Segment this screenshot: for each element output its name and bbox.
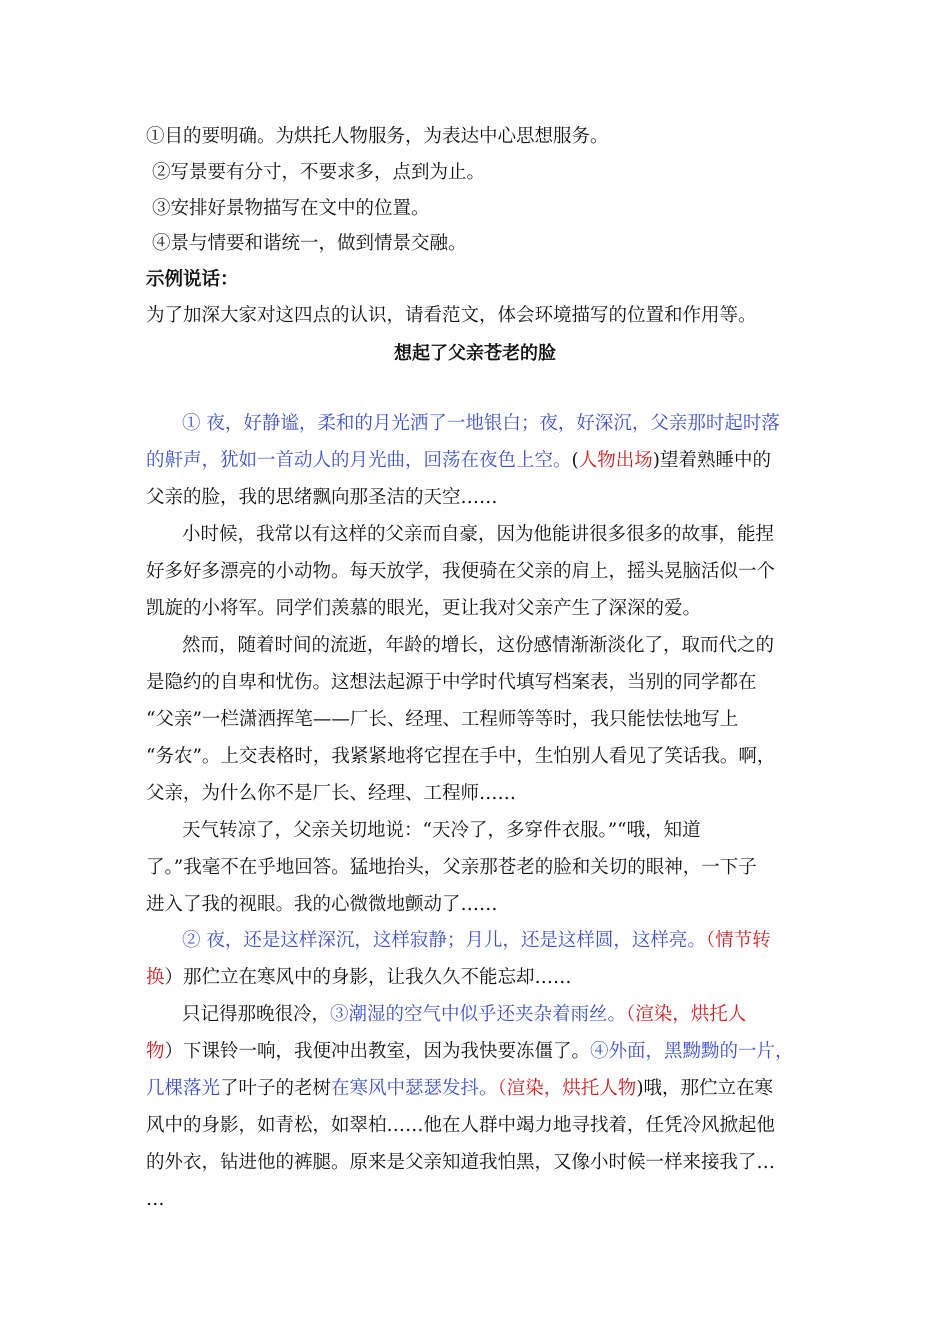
p6-l1-red: （渲染，烘托人	[626, 1004, 747, 1025]
p6-line-1	[182, 1003, 746, 1027]
p4-line-2: 了。”我毫不在乎地回答。猛地抬头，父亲那苍老的脸和关切的眼神，一下子	[146, 857, 757, 878]
p6-l3-red: （渲染，烘托人物	[497, 1078, 637, 1099]
p5-line-2	[146, 966, 572, 990]
p1-annotation: 人物出场	[578, 450, 653, 471]
p3-line-5: 父亲，为什么你不是厂长、经理、工程师……	[146, 783, 517, 804]
p6-l3-text-a: 了叶子的老树	[220, 1078, 332, 1099]
p5-annotation-b: 换	[146, 967, 165, 988]
essay-title: 想起了父亲苍老的脸	[394, 343, 556, 364]
point-1: ①目的要明确。为烘托人物服务，为表达中心思想服务。	[146, 126, 609, 147]
p6-l2-red: 物	[146, 1041, 165, 1062]
point-3: ③安排好景物描写在文中的位置。	[152, 198, 430, 219]
p4-line-3: 进入了我的视眼。我的心微微地颤动了……	[146, 894, 498, 915]
point-4: ④景与情要和谐统一，做到情景交融。	[152, 233, 467, 254]
p6-l3-blue-a: 几棵落光	[146, 1078, 221, 1099]
p1-line-3: 父亲的脸，我的思绪飘向那圣洁的天空……	[146, 487, 498, 508]
p6-l2-text: ）下课铃一响，我便冲出教室，因为我快要冻僵了。	[164, 1041, 591, 1062]
p6-l3-text-b: )哦，那伫立在寒	[636, 1078, 774, 1099]
p6-line-2	[146, 1040, 794, 1064]
p1-line-1: ① 夜，好静谧，柔和的月光洒了一地银白；夜，好深沉，父亲那时起时落	[182, 413, 780, 434]
p3-line-3: “父亲”一栏潇洒挥笔——厂长、经理、工程师等等时，我只能怯怯地写上	[146, 709, 739, 730]
p1-rest: )望着熟睡中的	[652, 450, 771, 471]
p5-line-1	[182, 929, 771, 953]
p5-annotation-a: （情节转	[705, 930, 771, 951]
p2-line-1: 小时候，我常以有这样的父亲而自豪，因为他能讲很多很多的故事，能捏	[182, 524, 775, 545]
p4-line-1: 天气转凉了，父亲关切地说：“天冷了，多穿件衣服。”“哦，知道	[182, 820, 701, 841]
p6-line-6: …	[146, 1189, 165, 1210]
p6-line-5: 的外衣，钻进他的裤腿。原来是父亲知道我怕黑，又像小时候一样来接我了…	[146, 1152, 776, 1173]
p1-blue-text: 的鼾声，犹如一首动人的月光曲，回荡在夜色上空。	[146, 450, 572, 471]
p3-line-1: 然而，随着时间的流逝，年龄的增长，这份感情渐渐淡化了，取而代之的	[182, 635, 775, 656]
p5-rest: ）那伫立在寒风中的身影，让我久久不能忘却……	[164, 967, 572, 988]
p2-line-2: 好多好多漂亮的小动物。每天放学，我便骑在父亲的肩上，摇头晃脑活似一个	[146, 561, 776, 582]
p6-l1-text: 只记得那晚很冷，	[182, 1004, 331, 1025]
p1-line-2	[146, 449, 771, 473]
p6-l1-blue: ③潮湿的空气中似乎还夹杂着雨丝。	[330, 1004, 627, 1025]
intro-text: 为了加深大家对这四点的认识，请看范文，体会环境描写的位置和作用等。	[146, 305, 757, 326]
p3-line-2: 是隐约的自卑和忧伤。这想法起源于中学时代填写档案表，当别的同学都在	[146, 672, 757, 693]
p5-blue-text: ② 夜，还是这样深沉，这样寂静；月儿，还是这样圆，这样亮。	[182, 930, 706, 951]
p6-l3-blue-b: 在寒风中瑟瑟发抖。	[331, 1078, 498, 1099]
p6-line-4: 风中的身影，如青松，如翠柏……他在人群中竭力地寻找着，任凭冷风掀起他	[146, 1115, 776, 1136]
p1-paren: (	[571, 450, 579, 471]
p3-line-4: “务农”。上交表格时，我紧紧地将它捏在手中，生怕别人看见了笑话我。啊，	[146, 746, 776, 767]
p2-line-3: 凯旋的小将军。同学们羡慕的眼光，更让我对父亲产生了深深的爱。	[146, 598, 702, 619]
example-heading: 示例说话：	[146, 269, 239, 290]
p6-line-3	[146, 1077, 773, 1101]
point-2: ②写景要有分寸，不要求多，点到为止。	[152, 162, 486, 183]
p6-l2-blue: ④外面，黑黝黝的一片，	[590, 1041, 794, 1062]
